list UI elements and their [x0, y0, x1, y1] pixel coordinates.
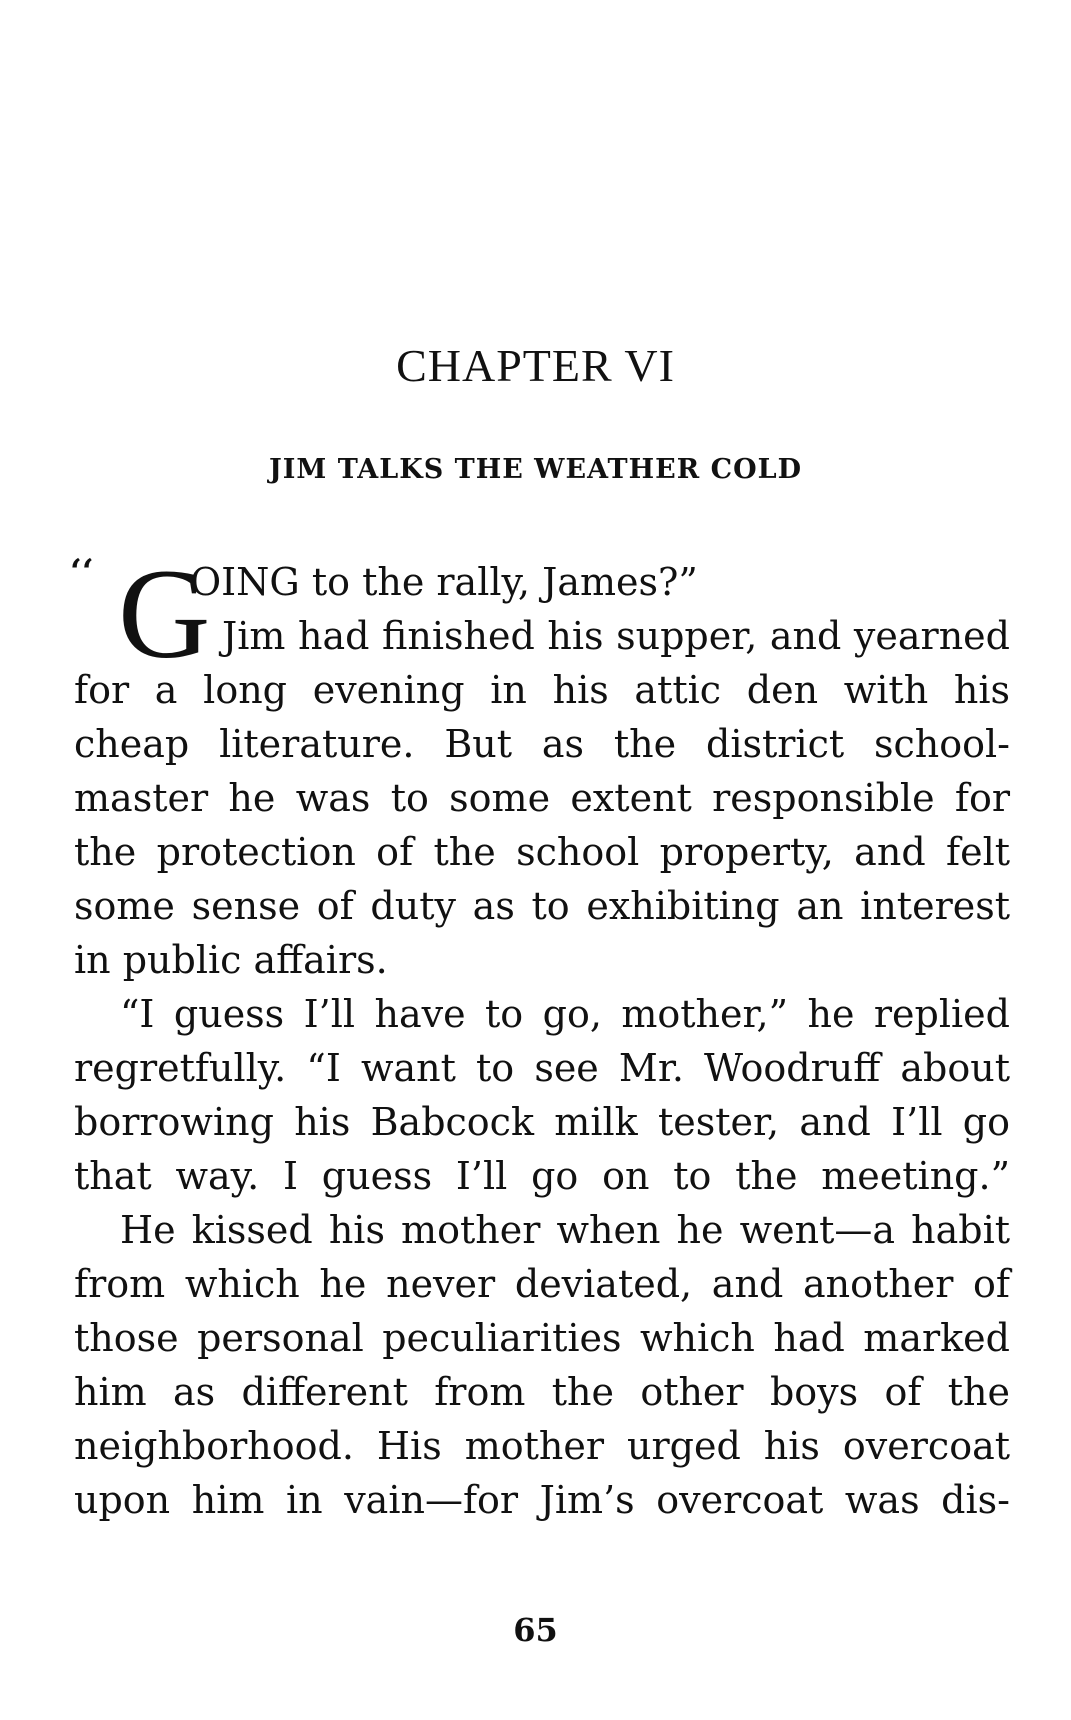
text-line: neighborhood. His mother urged his overcoat [74, 1424, 1010, 1468]
text-line: some sense of duty as to exhibiting an interest [74, 884, 1010, 928]
chapter-title: JIM TALKS THE WEATHER COLD [269, 454, 802, 485]
text-line: him as different from the other boys of the [74, 1370, 1010, 1414]
text-line: master he was to some extent responsible for [74, 776, 1010, 820]
opening-quote-mark: ‘‘ [70, 552, 94, 592]
text-line: from which he never deviated, and another of [74, 1262, 1010, 1306]
text-line: for a long evening in his attic den with his [74, 668, 1010, 712]
text-line: upon him in vain—for Jim’s overcoat was dis- [74, 1478, 1010, 1522]
chapter-heading: CHAPTER VI [396, 340, 675, 391]
text-line: He kissed his mother when he went—a habit [120, 1208, 1010, 1252]
text-line: cheap literature. But as the district school- [74, 722, 1010, 766]
text-line: “I guess I’ll have to go, mother,” he replied [120, 992, 1010, 1036]
text-line: Jim had finished his supper, and yearned [222, 614, 1010, 658]
drop-cap-letter: G [118, 543, 211, 685]
text-line: those personal peculiarities which had marked [74, 1316, 1010, 1360]
text-line: in public affairs. [74, 938, 388, 982]
text-line: that way. I guess I’ll go on to the meeting.” [74, 1154, 1010, 1198]
text-line: borrowing his Babcock milk tester, and I’ll go [74, 1100, 1010, 1144]
text-line: regretfully. “I want to see Mr. Woodruff about [74, 1046, 1010, 1090]
page-number: 65 [513, 1611, 558, 1649]
text-line: the protection of the school property, and felt [74, 830, 1010, 874]
text-line-opening: OING to the rally, James?” [190, 560, 698, 604]
